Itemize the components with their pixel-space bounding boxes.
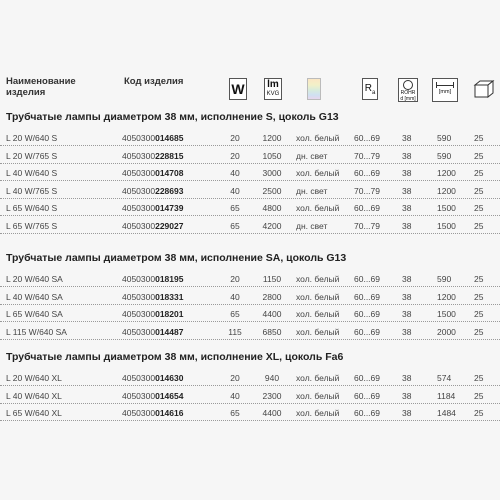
- package-qty-value: 25: [474, 168, 484, 178]
- wattage-value: 115: [228, 326, 242, 337]
- package-qty-value: 25: [474, 373, 484, 383]
- product-code: [122, 408, 183, 418]
- product-code-prefix: 4050300: [122, 168, 156, 178]
- product-code-suffix: 014616: [155, 408, 184, 418]
- length-value: 590: [437, 274, 452, 284]
- package-box-icon: [471, 78, 497, 100]
- product-code: [122, 168, 183, 178]
- package-qty-value: 25: [474, 220, 484, 231]
- color-rendering-value: 60...69: [354, 203, 380, 213]
- color-rendering-value: 60...69: [354, 291, 380, 302]
- product-code-prefix: 4050300: [122, 390, 156, 401]
- product-code-suffix: 014487: [155, 326, 184, 337]
- product-code: [122, 151, 183, 161]
- product-code-prefix: 4050300: [122, 220, 156, 231]
- table-row: [0, 270, 500, 287]
- wattage-value: 40: [230, 390, 240, 401]
- product-code: [122, 133, 183, 143]
- product-name: L 65 W/640 S: [6, 203, 58, 213]
- wattage-icon-label: W: [231, 81, 245, 97]
- package-qty-value: 25: [474, 274, 484, 284]
- diameter-value: 38: [402, 291, 412, 302]
- color-rendering-value: 70...79: [354, 150, 380, 161]
- diameter-value: 38: [402, 220, 412, 231]
- diameter-value: 38: [402, 408, 412, 418]
- product-code-prefix: 4050300: [122, 408, 156, 418]
- color-rendering-icon-sub: a: [371, 90, 376, 96]
- wattage-value: 65: [230, 309, 240, 319]
- wattage-value: 20: [230, 133, 240, 143]
- color-rendering-value: 60...69: [354, 274, 380, 284]
- product-code-suffix: 228693: [155, 185, 184, 196]
- product-name: L 40 W/640 S: [6, 168, 58, 178]
- product-name: L 20 W/765 S: [6, 150, 58, 161]
- product-name: L 65 W/765 S: [6, 220, 58, 231]
- wattage-icon: [229, 78, 247, 100]
- color-rendering-value: 60...69: [354, 373, 380, 383]
- wattage-value: 40: [230, 291, 240, 302]
- product-code-suffix: 014739: [155, 203, 184, 213]
- wattage-value: 20: [230, 373, 240, 383]
- product-name: L 65 W/640 XL: [6, 408, 62, 418]
- lumen-value: 4800: [262, 203, 282, 213]
- lumen-icon-label: lm: [267, 79, 279, 90]
- product-code: [122, 327, 183, 337]
- length-value: 590: [437, 133, 452, 143]
- color-rendering-value: 60...69: [354, 309, 380, 319]
- product-code: [122, 274, 183, 284]
- diameter-value: 38: [402, 274, 412, 284]
- table-row: [0, 199, 500, 216]
- product-code: [122, 292, 183, 302]
- light-color-value: хол. белый: [296, 168, 340, 178]
- table-row: [0, 288, 500, 305]
- color-rendering-value: 60...69: [354, 133, 380, 143]
- tube-diameter-icon: [398, 78, 418, 102]
- table-row: [0, 323, 500, 340]
- product-code: [122, 221, 183, 231]
- color-rendering-icon-label: R: [364, 83, 372, 94]
- section-title: Трубчатые лампы диаметром 38 мм, исполнение XL, цоколь Fa6: [6, 351, 344, 363]
- diameter-value: 38: [402, 373, 412, 383]
- table-row: [0, 369, 500, 386]
- color-rendering-value: 60...69: [354, 168, 380, 178]
- product-code-prefix: 4050300: [122, 373, 156, 383]
- product-code: [122, 391, 183, 401]
- length-value: 574: [437, 373, 452, 383]
- lumen-value: 2800: [262, 291, 282, 302]
- product-name: L 115 W/640 SA: [6, 326, 67, 337]
- table-row: [0, 387, 500, 404]
- light-color-value: хол. белый: [296, 309, 340, 319]
- wattage-value: 20: [230, 150, 240, 161]
- light-color-value: хол. белый: [296, 203, 340, 213]
- diameter-value: 38: [402, 133, 412, 143]
- diameter-value: 38: [402, 185, 412, 196]
- product-code-suffix: 228815: [155, 150, 184, 161]
- product-code-prefix: 4050300: [122, 133, 156, 143]
- diameter-value: 38: [402, 326, 412, 337]
- light-color-value: хол. белый: [296, 274, 340, 284]
- product-code: [122, 373, 183, 383]
- length-value: 1484: [437, 408, 456, 418]
- package-qty-value: 25: [474, 203, 484, 213]
- lumen-value: 4200: [262, 220, 282, 231]
- table-row: [0, 147, 500, 164]
- table-row: [0, 164, 500, 181]
- lumen-icon: [264, 78, 282, 100]
- section-title: Трубчатые лампы диаметром 38 мм, исполнение SA, цоколь G13: [6, 252, 347, 264]
- product-code-suffix: 014654: [155, 390, 184, 401]
- length-icon: [432, 78, 458, 102]
- package-qty-value: 25: [474, 408, 484, 418]
- product-code-prefix: 4050300: [122, 326, 156, 337]
- package-qty-value: 25: [474, 133, 484, 143]
- column-header-name: Наименование изделия: [6, 76, 76, 98]
- package-qty-value: 25: [474, 326, 484, 337]
- diameter-value: 38: [402, 168, 412, 178]
- product-code-suffix: 018195: [155, 274, 184, 284]
- wattage-value: 65: [230, 203, 240, 213]
- product-code-suffix: 014685: [155, 133, 184, 143]
- color-rendering-value: 60...69: [354, 326, 380, 337]
- light-color-value: хол. белый: [296, 408, 340, 418]
- package-qty-value: 25: [474, 185, 484, 196]
- length-value: 1500: [437, 220, 456, 231]
- length-value: 590: [437, 150, 452, 161]
- light-color-value: хол. белый: [296, 291, 340, 302]
- light-color-value: хол. белый: [296, 373, 340, 383]
- product-code: [122, 203, 183, 213]
- table-row: [0, 182, 500, 199]
- product-code-suffix: 018331: [155, 291, 184, 302]
- package-qty-value: 25: [474, 150, 484, 161]
- color-rendering-value: 60...69: [354, 390, 380, 401]
- product-name: L 40 W/640 XL: [6, 390, 62, 401]
- lumen-value: 4400: [262, 408, 282, 418]
- product-code-prefix: 4050300: [122, 291, 156, 302]
- color-rendering-value: 70...79: [354, 220, 380, 231]
- length-value: 1500: [437, 203, 456, 213]
- section-title: Трубчатые лампы диаметром 38 мм, исполнение S, цоколь G13: [6, 111, 339, 123]
- length-value: 1200: [437, 291, 456, 302]
- product-code-prefix: 4050300: [122, 185, 156, 196]
- lumen-value: 1050: [262, 150, 282, 161]
- length-value: 1184: [437, 390, 456, 401]
- color-rendering-icon: [362, 78, 378, 100]
- lumen-icon-sub: KVG: [266, 91, 280, 97]
- package-qty-value: 25: [474, 309, 484, 319]
- lumen-value: 6850: [262, 326, 282, 337]
- light-color-value: хол. белый: [296, 133, 340, 143]
- product-code-suffix: 014630: [155, 373, 184, 383]
- length-value: 2000: [437, 326, 456, 337]
- light-color-value: хол. белый: [296, 390, 340, 401]
- tube-diameter-icon-label: ROHR d [mm]: [400, 90, 416, 102]
- product-code-prefix: 4050300: [122, 203, 156, 213]
- product-code-prefix: 4050300: [122, 309, 156, 319]
- lumen-value: 4400: [262, 309, 282, 319]
- length-value: 1500: [437, 309, 456, 319]
- product-name: L 20 W/640 XL: [6, 373, 62, 383]
- color-rendering-value: 70...79: [354, 185, 380, 196]
- lumen-value: 940: [264, 373, 280, 383]
- product-code-prefix: 4050300: [122, 150, 156, 161]
- wattage-value: 65: [230, 220, 240, 231]
- package-qty-value: 25: [474, 291, 484, 302]
- table-row: [0, 129, 500, 146]
- wattage-value: 40: [230, 185, 240, 196]
- table-row: [0, 305, 500, 322]
- table-row: [0, 404, 500, 421]
- light-color-icon: [307, 78, 321, 100]
- package-qty-value: 25: [474, 390, 484, 401]
- length-icon-label: [mm]: [438, 89, 452, 95]
- column-header-code: Код изделия: [124, 76, 184, 87]
- product-code-prefix: 4050300: [122, 274, 156, 284]
- diameter-value: 38: [402, 390, 412, 401]
- light-color-value: дн. свет: [296, 150, 328, 161]
- lumen-value: 2300: [262, 390, 282, 401]
- product-name: L 40 W/640 SA: [6, 291, 63, 302]
- lumen-value: 3000: [262, 168, 282, 178]
- product-code: [122, 186, 183, 196]
- product-name: L 65 W/640 SA: [6, 309, 63, 319]
- diameter-value: 38: [402, 309, 412, 319]
- product-code-suffix: 018201: [155, 309, 184, 319]
- length-value: 1200: [437, 185, 456, 196]
- diameter-value: 38: [402, 150, 412, 161]
- lumen-value: 2500: [262, 185, 282, 196]
- wattage-value: 65: [230, 408, 240, 418]
- lumen-value: 1150: [262, 274, 282, 284]
- product-name: L 20 W/640 S: [6, 133, 58, 143]
- table-row: [0, 217, 500, 234]
- lumen-value: 1200: [262, 133, 282, 143]
- wattage-value: 40: [230, 168, 240, 178]
- diameter-value: 38: [402, 203, 412, 213]
- product-code: [122, 309, 183, 319]
- wattage-value: 20: [230, 274, 240, 284]
- product-name: L 20 W/640 SA: [6, 274, 63, 284]
- product-name: L 40 W/765 S: [6, 185, 58, 196]
- color-rendering-value: 60...69: [354, 408, 380, 418]
- product-code-suffix: 014708: [155, 168, 184, 178]
- light-color-value: дн. свет: [296, 185, 328, 196]
- light-color-value: дн. свет: [296, 220, 328, 231]
- light-color-value: хол. белый: [296, 326, 340, 337]
- product-code-suffix: 229027: [155, 220, 184, 231]
- length-value: 1200: [437, 168, 456, 178]
